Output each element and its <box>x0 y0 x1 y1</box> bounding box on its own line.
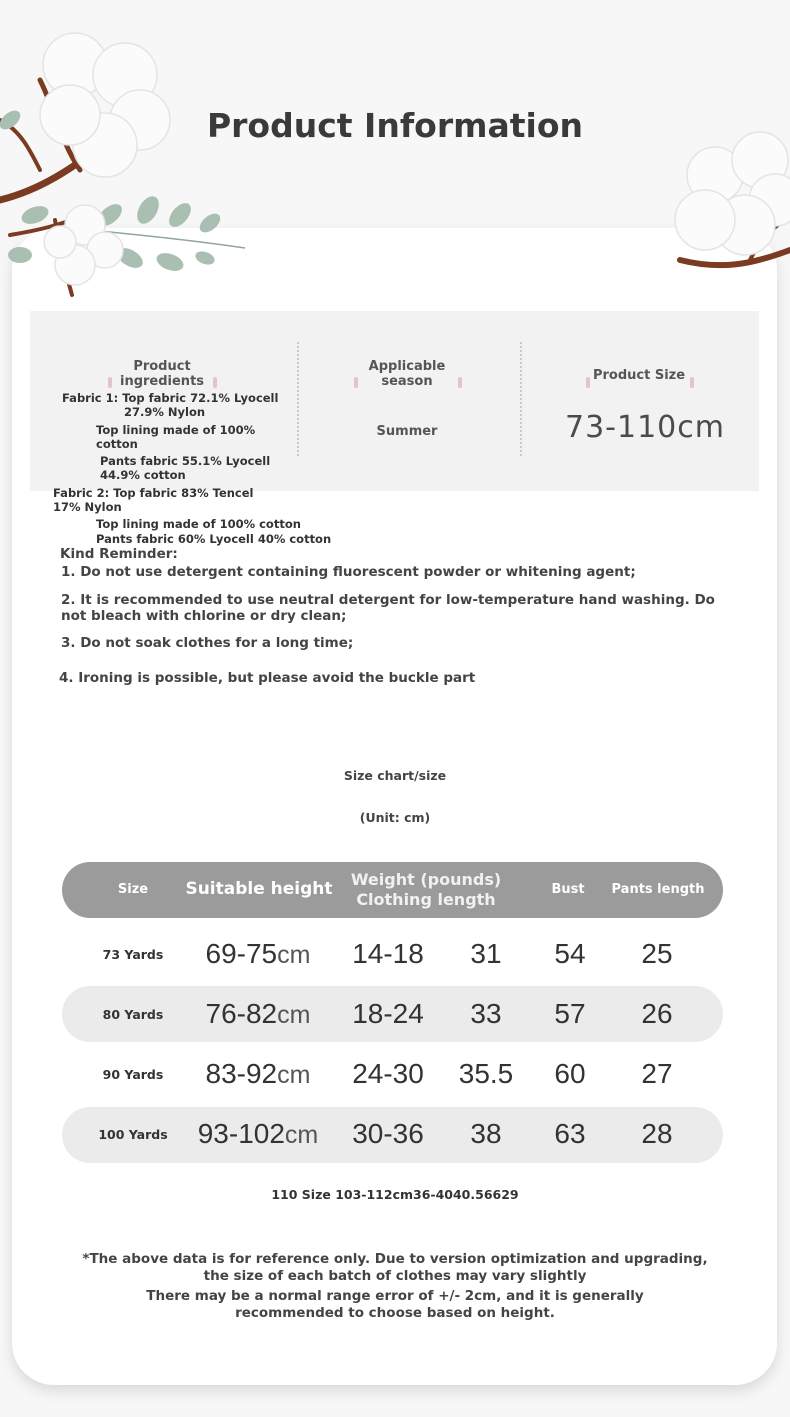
size-chart-heading: Size chart/size <box>343 768 447 783</box>
reminder-item: 3. Do not soak clothes for a long time; <box>61 635 354 651</box>
cotton-branch-left-illustration <box>0 20 250 310</box>
height-value: 93-102 <box>197 1118 285 1149</box>
reminder-item: 2. It is recommended to use neutral detergent for low-temperature hand washing. Do <box>61 592 715 608</box>
cell-bust: 54 <box>554 938 586 969</box>
fabric-line: Pants fabric 60% Lyocell 40% cotton <box>96 532 332 546</box>
disclaimer-line: the size of each batch of clothes may vary slightly <box>203 1268 587 1284</box>
cell-bust: 60 <box>554 1058 586 1089</box>
header-height: Suitable height <box>185 879 333 899</box>
cell-size: 73 Yards <box>102 947 164 962</box>
fabric-line: cotton <box>96 437 138 451</box>
cell-weight: 30-36 <box>352 1118 424 1149</box>
cell-pants-length: 27 <box>641 1058 673 1089</box>
fabric-line: Fabric 2: Top fabric 83% Tencel <box>53 486 254 500</box>
fabric-line: Top lining made of 100% <box>96 423 256 437</box>
unit-cm: cm <box>284 1121 319 1149</box>
info-divider <box>520 342 522 456</box>
cell-pants-length: 25 <box>641 938 673 969</box>
cell-size: 100 Yards <box>98 1127 168 1142</box>
cell-height <box>178 1118 338 1150</box>
fabric-line: Fabric 1: Top fabric 72.1% Lyocell <box>62 391 279 405</box>
fabric-line: 17% Nylon <box>53 500 122 514</box>
unit-cm: cm <box>277 1001 311 1029</box>
cell-pants-length: 26 <box>641 998 673 1029</box>
reminder-title: Kind Reminder: <box>60 546 178 562</box>
cell-clothing-length: 33 <box>470 998 502 1029</box>
cell-height <box>183 1058 333 1090</box>
header-weight: Weight (pounds) <box>350 870 502 889</box>
height-value: 76-82 <box>205 998 278 1029</box>
bullet-left <box>586 377 590 388</box>
disclaimer-line: *The above data is for reference only. Due to version optimization and upgrading, <box>82 1251 708 1267</box>
cell-height <box>183 998 333 1030</box>
cell-clothing-length: 38 <box>470 1118 502 1149</box>
fabric-line: 27.9% Nylon <box>124 405 206 419</box>
cell-clothing-length: 35.5 <box>458 1058 514 1089</box>
header-bust: Bust <box>551 882 585 897</box>
reminder-item: 1. Do not use detergent containing fluorescent powder or whitening agent; <box>61 564 636 580</box>
unit-cm: cm <box>277 1061 311 1089</box>
height-value: 69-75 <box>205 938 278 969</box>
header-clothing-length: Clothing length <box>356 890 496 909</box>
cell-bust: 57 <box>554 998 586 1029</box>
bullet-left <box>354 377 358 388</box>
bullet-right <box>690 377 694 388</box>
size-label: Product Size <box>592 368 686 383</box>
extra-size-row: 110 Size 103-112cm36-4040.56629 <box>271 1187 519 1202</box>
header-pants-length: Pants length <box>611 882 705 897</box>
fabric-line: 44.9% cotton <box>100 468 186 482</box>
cell-size: 90 Yards <box>102 1067 164 1082</box>
cell-clothing-length: 31 <box>470 938 502 969</box>
disclaimer-line: recommended to choose based on height. <box>235 1305 555 1321</box>
size-chart-unit: (Unit: cm) <box>359 810 431 825</box>
cell-bust: 63 <box>554 1118 586 1149</box>
bullet-right <box>213 377 217 388</box>
unit-cm: cm <box>277 941 311 969</box>
cell-weight: 24-30 <box>352 1058 424 1089</box>
info-divider <box>297 342 299 456</box>
reminder-item: 4. Ironing is possible, but please avoid the buckle part <box>59 670 476 686</box>
page-title: Product Information <box>206 106 584 145</box>
cell-size: 80 Yards <box>102 1007 164 1022</box>
reminder-item: not bleach with chlorine or dry clean; <box>61 608 347 624</box>
season-value: Summer <box>376 424 438 439</box>
fabric-line: Pants fabric 55.1% Lyocell <box>100 454 271 468</box>
product-size-value: 73-110cm <box>565 410 725 445</box>
ingredients-label: Product ingredients <box>119 359 205 389</box>
cell-pants-length: 28 <box>641 1118 673 1149</box>
cell-weight: 14-18 <box>352 938 424 969</box>
height-value: 83-92 <box>205 1058 278 1089</box>
bullet-right <box>458 377 462 388</box>
fabric-line: Top lining made of 100% cotton <box>96 517 301 531</box>
disclaimer-line: There may be a normal range error of +/- 2cm, and it is generally <box>146 1288 644 1304</box>
cell-weight: 18-24 <box>352 998 424 1029</box>
bullet-left <box>108 377 112 388</box>
season-label: Applicable season <box>368 359 446 389</box>
header-size: Size <box>117 882 149 897</box>
cell-height <box>183 938 333 970</box>
